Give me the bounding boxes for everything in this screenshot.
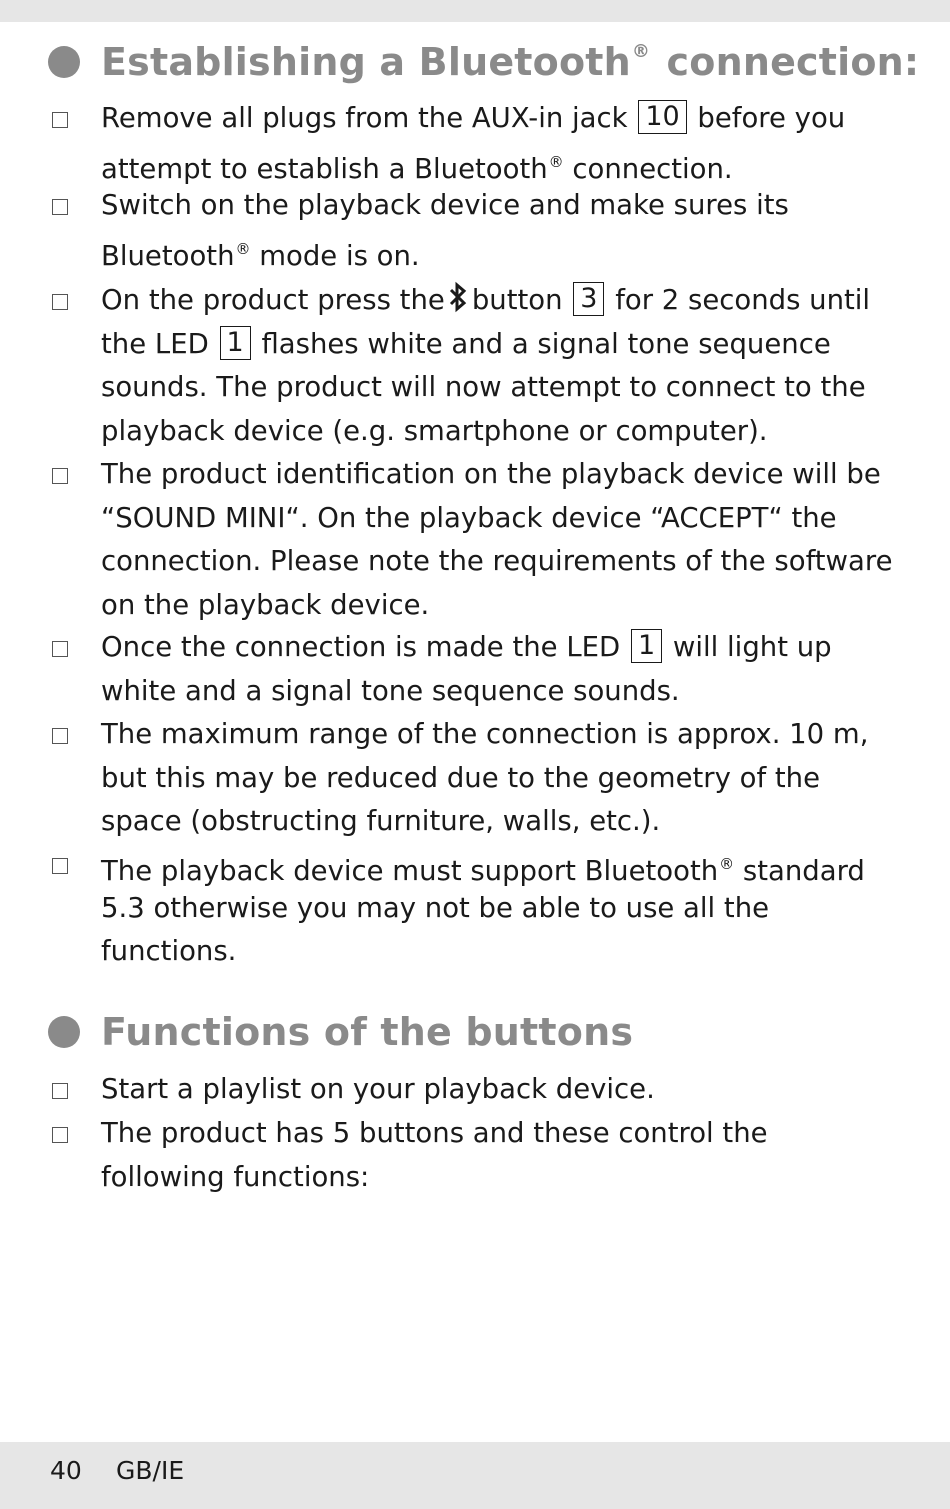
item-text: for 2 seconds until	[615, 284, 871, 316]
part-ref-badge: 1	[220, 326, 251, 360]
item-text: Once the connection is made the LED	[101, 631, 621, 663]
checkbox-bullet-icon	[52, 858, 68, 874]
heading-title: Establishing a Bluetooth	[101, 40, 631, 84]
item-text: The product identification on the playback device will be	[101, 458, 881, 490]
heading-text	[101, 40, 919, 84]
checkbox-bullet-icon	[52, 728, 68, 744]
item-text: connection. Please note the requirements of the software	[101, 545, 893, 577]
registered-mark: ®	[548, 152, 564, 171]
registered-mark: ®	[631, 41, 651, 62]
item-text: On the product press the	[101, 284, 445, 316]
part-ref-badge: 3	[573, 282, 604, 316]
registered-mark: ®	[719, 855, 735, 873]
item-text: before you	[697, 102, 846, 134]
item-text: The product has 5 buttons and these control the	[101, 1117, 768, 1149]
part-ref-badge: 1	[631, 629, 662, 663]
checkbox-bullet-icon	[52, 1083, 68, 1099]
page-number: 40	[50, 1456, 82, 1485]
item-text: on the playback device.	[101, 588, 430, 621]
checkbox-bullet-icon	[52, 468, 68, 484]
item-text: will light up	[672, 631, 832, 663]
bluetooth-icon	[447, 281, 469, 327]
item-text: white and a signal tone sequence sounds.	[101, 674, 680, 707]
heading-title: Functions of the buttons	[101, 1010, 634, 1054]
checkbox-bullet-icon	[52, 1127, 68, 1143]
section-heading-bluetooth	[48, 37, 919, 87]
checkbox-bullet-icon	[52, 199, 68, 215]
checkbox-bullet-icon	[52, 294, 68, 310]
item-text: “SOUND MINI“. On the playback device “ACCEPT“ the	[101, 501, 837, 534]
heading-title-end: connection:	[653, 40, 920, 84]
item-text: following functions:	[101, 1160, 370, 1193]
item-text: playback device (e.g. smartphone or computer).	[101, 414, 768, 447]
section-heading-functions	[48, 1007, 633, 1057]
locale-label: GB/IE	[116, 1456, 185, 1485]
checkbox-bullet-icon	[52, 641, 68, 657]
item-text: space (obstructing furniture, walls, etc.).	[101, 805, 661, 837]
item-text: Remove all plugs from the AUX-in jack	[101, 102, 628, 134]
checkbox-bullet-icon	[52, 112, 68, 128]
item-text: The playback device must support Bluetooth	[101, 855, 719, 887]
item-text: but this may be reduced due to the geometry of the	[101, 761, 821, 794]
item-text: Switch on the playback device and make sures its	[101, 189, 789, 221]
item-text: functions.	[101, 935, 237, 967]
registered-mark: ®	[235, 239, 251, 258]
item-text: mode is on.	[250, 239, 420, 272]
top-band	[0, 0, 950, 22]
item-text: sounds. The product will now attempt to connect to the	[101, 371, 866, 403]
item-text: the LED	[101, 327, 209, 360]
item-text: flashes white and a signal tone sequence	[261, 327, 831, 360]
item-text: connection.	[563, 152, 733, 185]
item-text: Bluetooth	[101, 239, 235, 272]
item-text: standard	[734, 855, 865, 887]
part-ref-badge: 10	[638, 100, 686, 134]
item-text: Start a playlist on your playback device.	[101, 1073, 655, 1105]
heading-bullet-icon	[48, 46, 80, 78]
item-text: button	[471, 284, 563, 316]
item-text: 5.3 otherwise you may not be able to use all the	[101, 891, 770, 924]
item-text: The maximum range of the connection is approx. 10 m,	[101, 718, 869, 750]
heading-bullet-icon	[48, 1016, 80, 1048]
item-text: attempt to establish a Bluetooth	[101, 152, 548, 185]
